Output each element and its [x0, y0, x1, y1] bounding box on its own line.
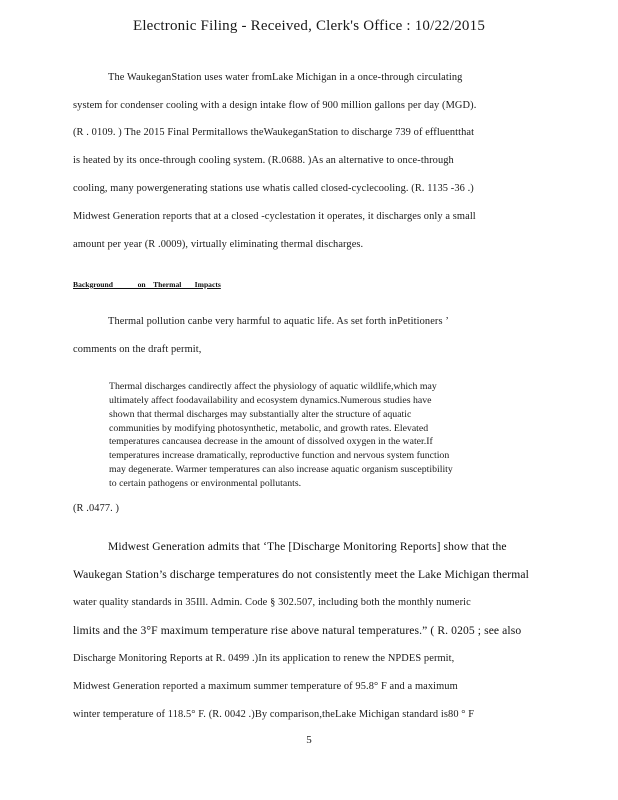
filing-header: Electronic Filing - Received, Clerk's Office : 10/22/2015 — [132, 18, 486, 34]
text-line: winter temperature of 118.5° F. (R. 0042 .)By comparison,theLake Michigan standard is80 ° F — [73, 709, 475, 720]
quote-line: temperatures cancausea decrease in the amount of dissolved oxygen in the water.If — [109, 436, 433, 447]
text-line: Midwest Generation reports that at a closed -cyclestation it operates, it discharges only a small — [73, 211, 476, 222]
quote-line: temperatures increase dramatically, reproductive function and nervous system function — [109, 450, 450, 461]
section-heading: Background on Thermal Impacts — [73, 280, 221, 289]
quote-line: may degenerate. Warmer temperatures can also increase aquatic organism susceptibility — [109, 464, 453, 475]
quote-line: ultimately affect foodavailability and ecosystem dynamics.Numerous studies have — [109, 395, 432, 406]
text-line: limits and the 3°F maximum temperature rise above natural temperatures.” ( R. 0205 ; see also — [73, 624, 522, 637]
text-line: is heated by its once-through cooling system. (R.0688. )As an alternative to once-through — [73, 155, 454, 166]
page-number: 5 — [306, 734, 312, 746]
text-line: Midwest Generation reported a maximum summer temperature of 95.8° F and a maximum — [73, 681, 458, 692]
text-line: amount per year (R .0009), virtually eliminating thermal discharges. — [73, 239, 364, 250]
quote-line: communities by modifying photosynthetic, metabolic, and growth rates. Elevated — [109, 423, 429, 434]
record-citation: (R .0477. ) — [73, 503, 120, 514]
text-line: comments on the draft permit, — [73, 344, 202, 355]
text-line: water quality standards in 35Ill. Admin. Code § 302.507, including both the monthly numeric — [73, 597, 471, 608]
text-line: (R . 0109. ) The 2015 Final Permitallows theWaukeganStation to discharge 739 of effluentthat — [73, 127, 475, 138]
text-line: Midwest Generation admits that ‘The [Discharge Monitoring Reports] show that the — [108, 540, 507, 553]
quote-line: Thermal discharges candirectly affect the physiology of aquatic wildlife,which may — [109, 381, 437, 392]
quote-line: to certain pathogens or environmental pollutants. — [109, 478, 302, 489]
text-line: Discharge Monitoring Reports at R. 0499 .)In its application to renew the NPDES permit, — [73, 653, 455, 664]
text-line: The WaukeganStation uses water fromLake Michigan in a once-through circulating — [108, 72, 463, 83]
text-line: system for condenser cooling with a design intake flow of 900 million gallons per day (MGD). — [73, 100, 477, 111]
text-line: cooling, many powergenerating stations use whatis called closed-cyclecooling. (R. 1135 -36 .) — [73, 183, 474, 194]
text-line: Thermal pollution canbe very harmful to aquatic life. As set forth inPetitioners ’ — [108, 316, 449, 327]
quote-line: shown that thermal discharges may substantially alter the structure of aquatic — [109, 409, 412, 420]
text-line: Waukegan Station’s discharge temperatures do not consistently meet the Lake Michigan thermal — [73, 568, 529, 581]
